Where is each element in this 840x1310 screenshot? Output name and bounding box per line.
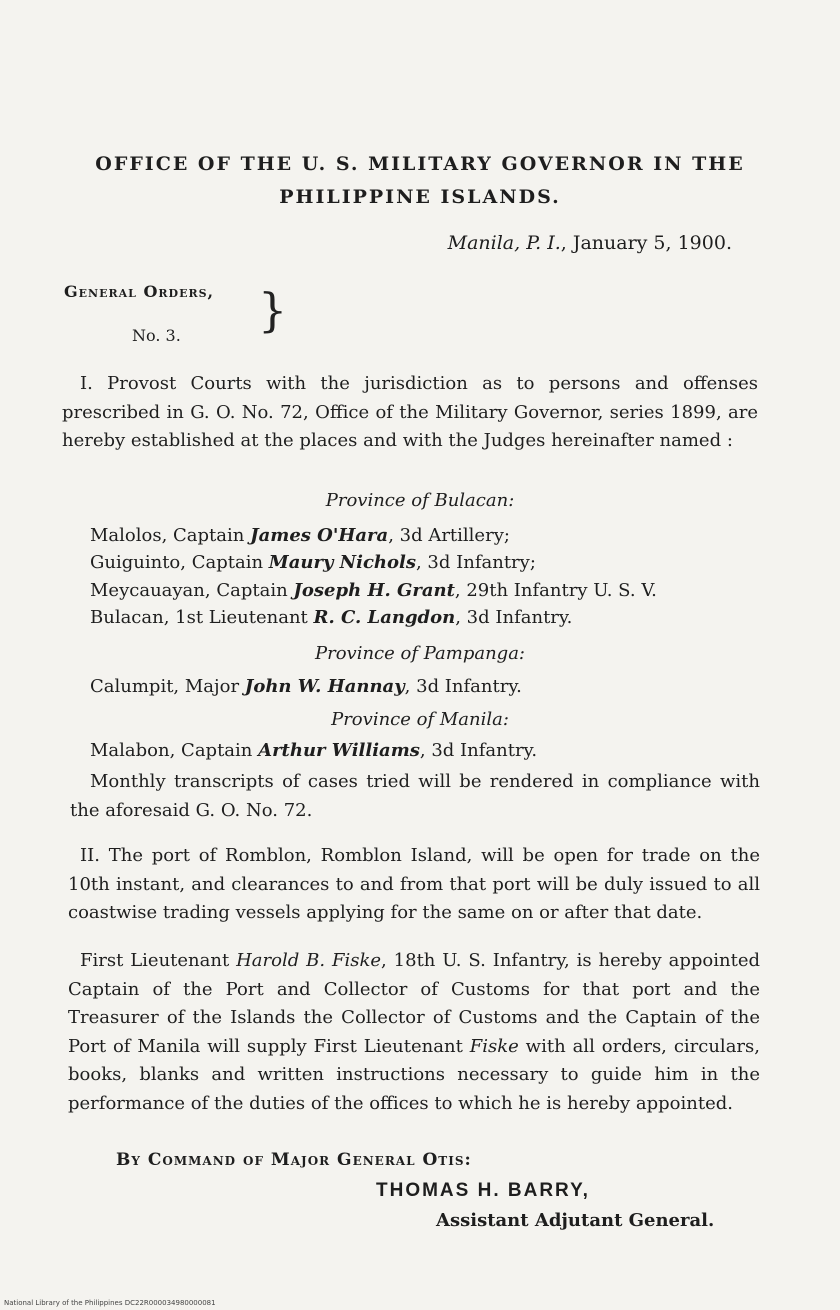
court-entry: [90, 607, 770, 628]
court-entry: [90, 580, 770, 601]
officer-name: Harold B. Fiske: [236, 950, 382, 971]
court-entry: [90, 676, 770, 697]
office-heading-line2: PHILIPPINE ISLANDS.: [279, 186, 561, 208]
entry-unit: , 3d Infantry.: [419, 740, 538, 761]
entry-place: Meycauayan, Captain: [90, 580, 294, 601]
signatory-title: Assistant Adjutant General.: [436, 1210, 715, 1231]
section-2-paragraph-1: II. The port of Romblon, Romblon Island, will be open for trade on the 10th instant, and clearances to and from that port will be duly issued to all coastwise trading vessels applying for the same on or after that date.: [68, 845, 760, 923]
entry-unit: , 3d Infantry.: [404, 676, 522, 697]
archive-footer: National Library of the Philippines DC22R000034980000081: [4, 1299, 216, 1307]
entry-officer: Maury Nichols: [268, 552, 416, 573]
entry-unit: , 29th Infantry U. S. V.: [454, 580, 657, 601]
para-text: with all orders, circulars, books, blanks and written instructions necessary to guide him in the performance of the duties of the offices to which he is hereby appointed.: [68, 1035, 760, 1114]
para-text: , 18th U. S. Infantry, is hereby appointed Captain of the Port and Collector of Customs for that port and the Treasurer of the Islands the Collector of Customs and the Captain of the Port of Manila will supply First Lieutenant: [68, 950, 760, 1057]
signatory-name: THOMAS H. BARRY,: [376, 1180, 590, 1201]
brace-mark: }: [258, 283, 288, 337]
section-1-intro: I. Provost Courts with the jurisdiction as to persons and offenses prescribed in G. O. No. 72, Office of the Military Governor, series 1899, are hereby established at the places and with the Judges hereinafter named :: [62, 373, 758, 451]
entry-officer: Joseph H. Grant: [293, 580, 455, 601]
dateline-place: Manila, P. I.: [447, 232, 561, 254]
entry-unit: , 3d Artillery;: [388, 525, 510, 546]
entry-officer: John W. Hannay: [244, 676, 405, 697]
entry-place: Malabon, Captain: [90, 740, 259, 761]
para-text: First Lieutenant: [80, 950, 237, 971]
office-heading: OFFICE OF THE U. S. MILITARY GOVERNOR IN THE: [95, 153, 745, 175]
entry-place: Bulacan, 1st Lieutenant: [90, 607, 314, 628]
order-number: No. 3.: [132, 326, 181, 345]
dateline-date: , January 5, 1900.: [560, 232, 732, 254]
section-2-paragraph-2: [68, 947, 760, 1118]
court-entry: [90, 740, 770, 761]
province-heading: Province of Pampanga:: [314, 643, 525, 664]
entry-place: Malolos, Captain: [90, 525, 251, 546]
entry-officer: James O'Hara: [250, 525, 389, 546]
general-orders-label: General Orders,: [64, 282, 215, 301]
section-1-closing: Monthly transcripts of cases tried will be rendered in compliance with the aforesaid G. O. No. 72.: [70, 771, 760, 821]
entry-unit: , 3d Infantry.: [455, 607, 573, 628]
entry-place: Calumpit, Major: [90, 676, 245, 697]
province-heading: Province of Bulacan:: [325, 490, 515, 511]
entry-unit: , 3d Infantry;: [415, 552, 536, 573]
entry-officer: R. C. Langdon: [313, 607, 456, 628]
entry-officer: Arthur Williams: [258, 740, 420, 761]
command-line: By Command of Major General Otis:: [116, 1150, 472, 1170]
court-entry: [90, 525, 770, 546]
officer-name: Fiske: [469, 1035, 519, 1057]
dateline: [448, 232, 732, 254]
entry-place: Guiguinto, Captain: [90, 552, 269, 573]
province-heading: Province of Manila:: [331, 709, 509, 730]
court-entry: [90, 552, 770, 573]
